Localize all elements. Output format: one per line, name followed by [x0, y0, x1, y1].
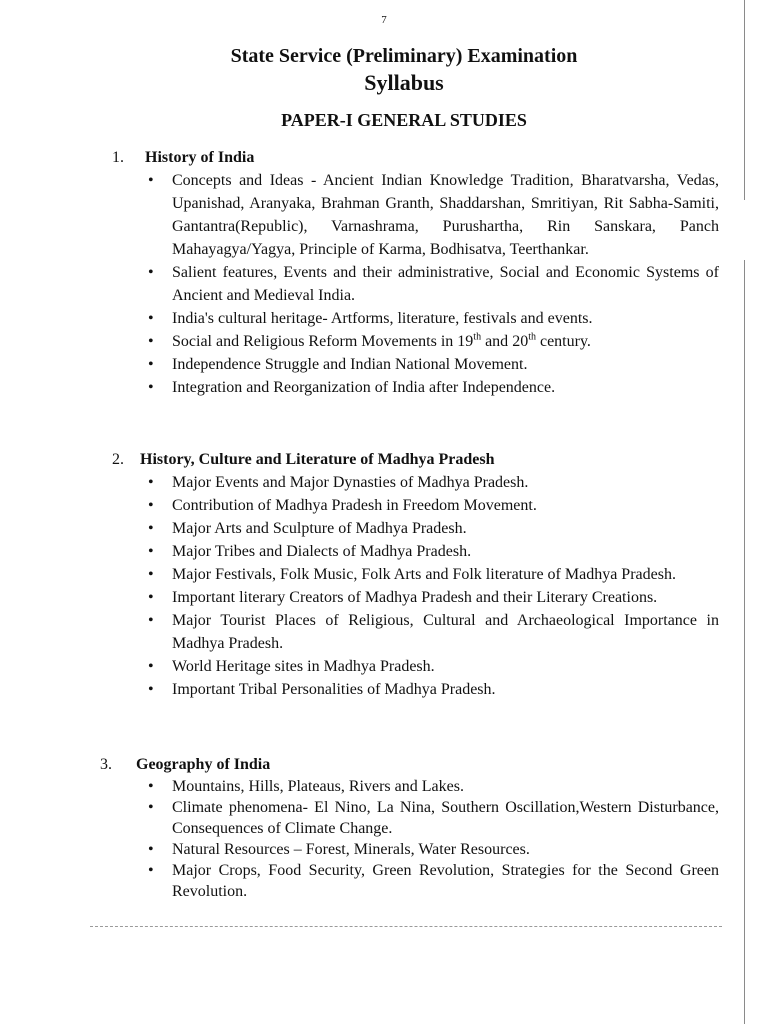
document-subtitle: Syllabus: [364, 70, 444, 95]
list-item: • Major Tourist Places of Religious, Cultural and Archaeological Importance in Madhya Pradesh.: [172, 609, 719, 655]
section-number: 1.: [112, 149, 124, 166]
section-number: 3.: [100, 756, 112, 773]
section-heading: [0, 754, 768, 776]
section-title: History of India: [145, 149, 255, 166]
paper-heading: PAPER-I GENERAL STUDIES: [281, 110, 527, 130]
bullet-list: [0, 169, 768, 399]
list-item: • Contribution of Madhya Pradesh in Freedom Movement.: [172, 494, 719, 517]
list-item: • Natural Resources – Forest, Minerals, Water Resources.: [172, 839, 719, 860]
page-number: 7: [381, 14, 387, 26]
bullet-list: [0, 471, 768, 701]
section-heading: [0, 449, 768, 471]
scan-artifact-line: [90, 926, 722, 928]
list-item: • Major Crops, Food Security, Green Revolution, Strategies for the Second Green Revolution.: [172, 860, 719, 902]
section-title: History, Culture and Literature of Madhya Pradesh: [140, 451, 495, 468]
section-history-culture-literature-mp: [0, 449, 768, 701]
section-number: 2.: [112, 451, 124, 468]
list-item: • Concepts and Ideas - Ancient Indian Knowledge Tradition, Bharatvarsha, Vedas, Upanishad, Aranyaka, Brahman Granth, Shaddarshan, Smritiyan, Rit Sabha-Samiti, Gantantra(Republic), Varnashrama, Purushartha, Rin Sanskara, Panch Mahayagya/Yagya, Principle of Karma, Bodhisatva, Teerthankar.: [172, 169, 719, 261]
list-item: • Important literary Creators of Madhya Pradesh and their Literary Creations.: [172, 586, 719, 609]
list-item: • Climate phenomena- El Nino, La Nina, Southern Oscillation,Western Disturbance, Consequences of Climate Change.: [172, 797, 719, 839]
list-item: • World Heritage sites in Madhya Pradesh.: [172, 655, 719, 678]
section-title: Geography of India: [136, 756, 271, 773]
list-item: • Mountains, Hills, Plateaus, Rivers and Lakes.: [172, 776, 719, 797]
list-item: • India's cultural heritage- Artforms, literature, festivals and events.: [172, 307, 719, 330]
list-item: • Integration and Reorganization of India after Independence.: [172, 376, 719, 399]
list-item: • Major Arts and Sculpture of Madhya Pradesh.: [172, 517, 719, 540]
list-item: • Major Tribes and Dialects of Madhya Pradesh.: [172, 540, 719, 563]
section-heading: [0, 147, 768, 169]
list-item: • Independence Struggle and Indian National Movement.: [172, 353, 719, 376]
list-item: • Salient features, Events and their administrative, Social and Economic Systems of Ancient and Medieval India.: [172, 261, 719, 307]
list-item: • Major Festivals, Folk Music, Folk Arts and Folk literature of Madhya Pradesh.: [172, 563, 719, 586]
list-item: • Social and Religious Reform Movements in 19th and 20th century.: [172, 330, 719, 353]
list-item: • Major Events and Major Dynasties of Madhya Pradesh.: [172, 471, 719, 494]
section-geography-of-india: [0, 754, 768, 902]
bullet-list: [0, 776, 768, 902]
list-item: • Important Tribal Personalities of Madhya Pradesh.: [172, 678, 719, 701]
document-title: State Service (Preliminary) Examination: [230, 45, 578, 67]
section-history-of-india: [0, 147, 768, 399]
